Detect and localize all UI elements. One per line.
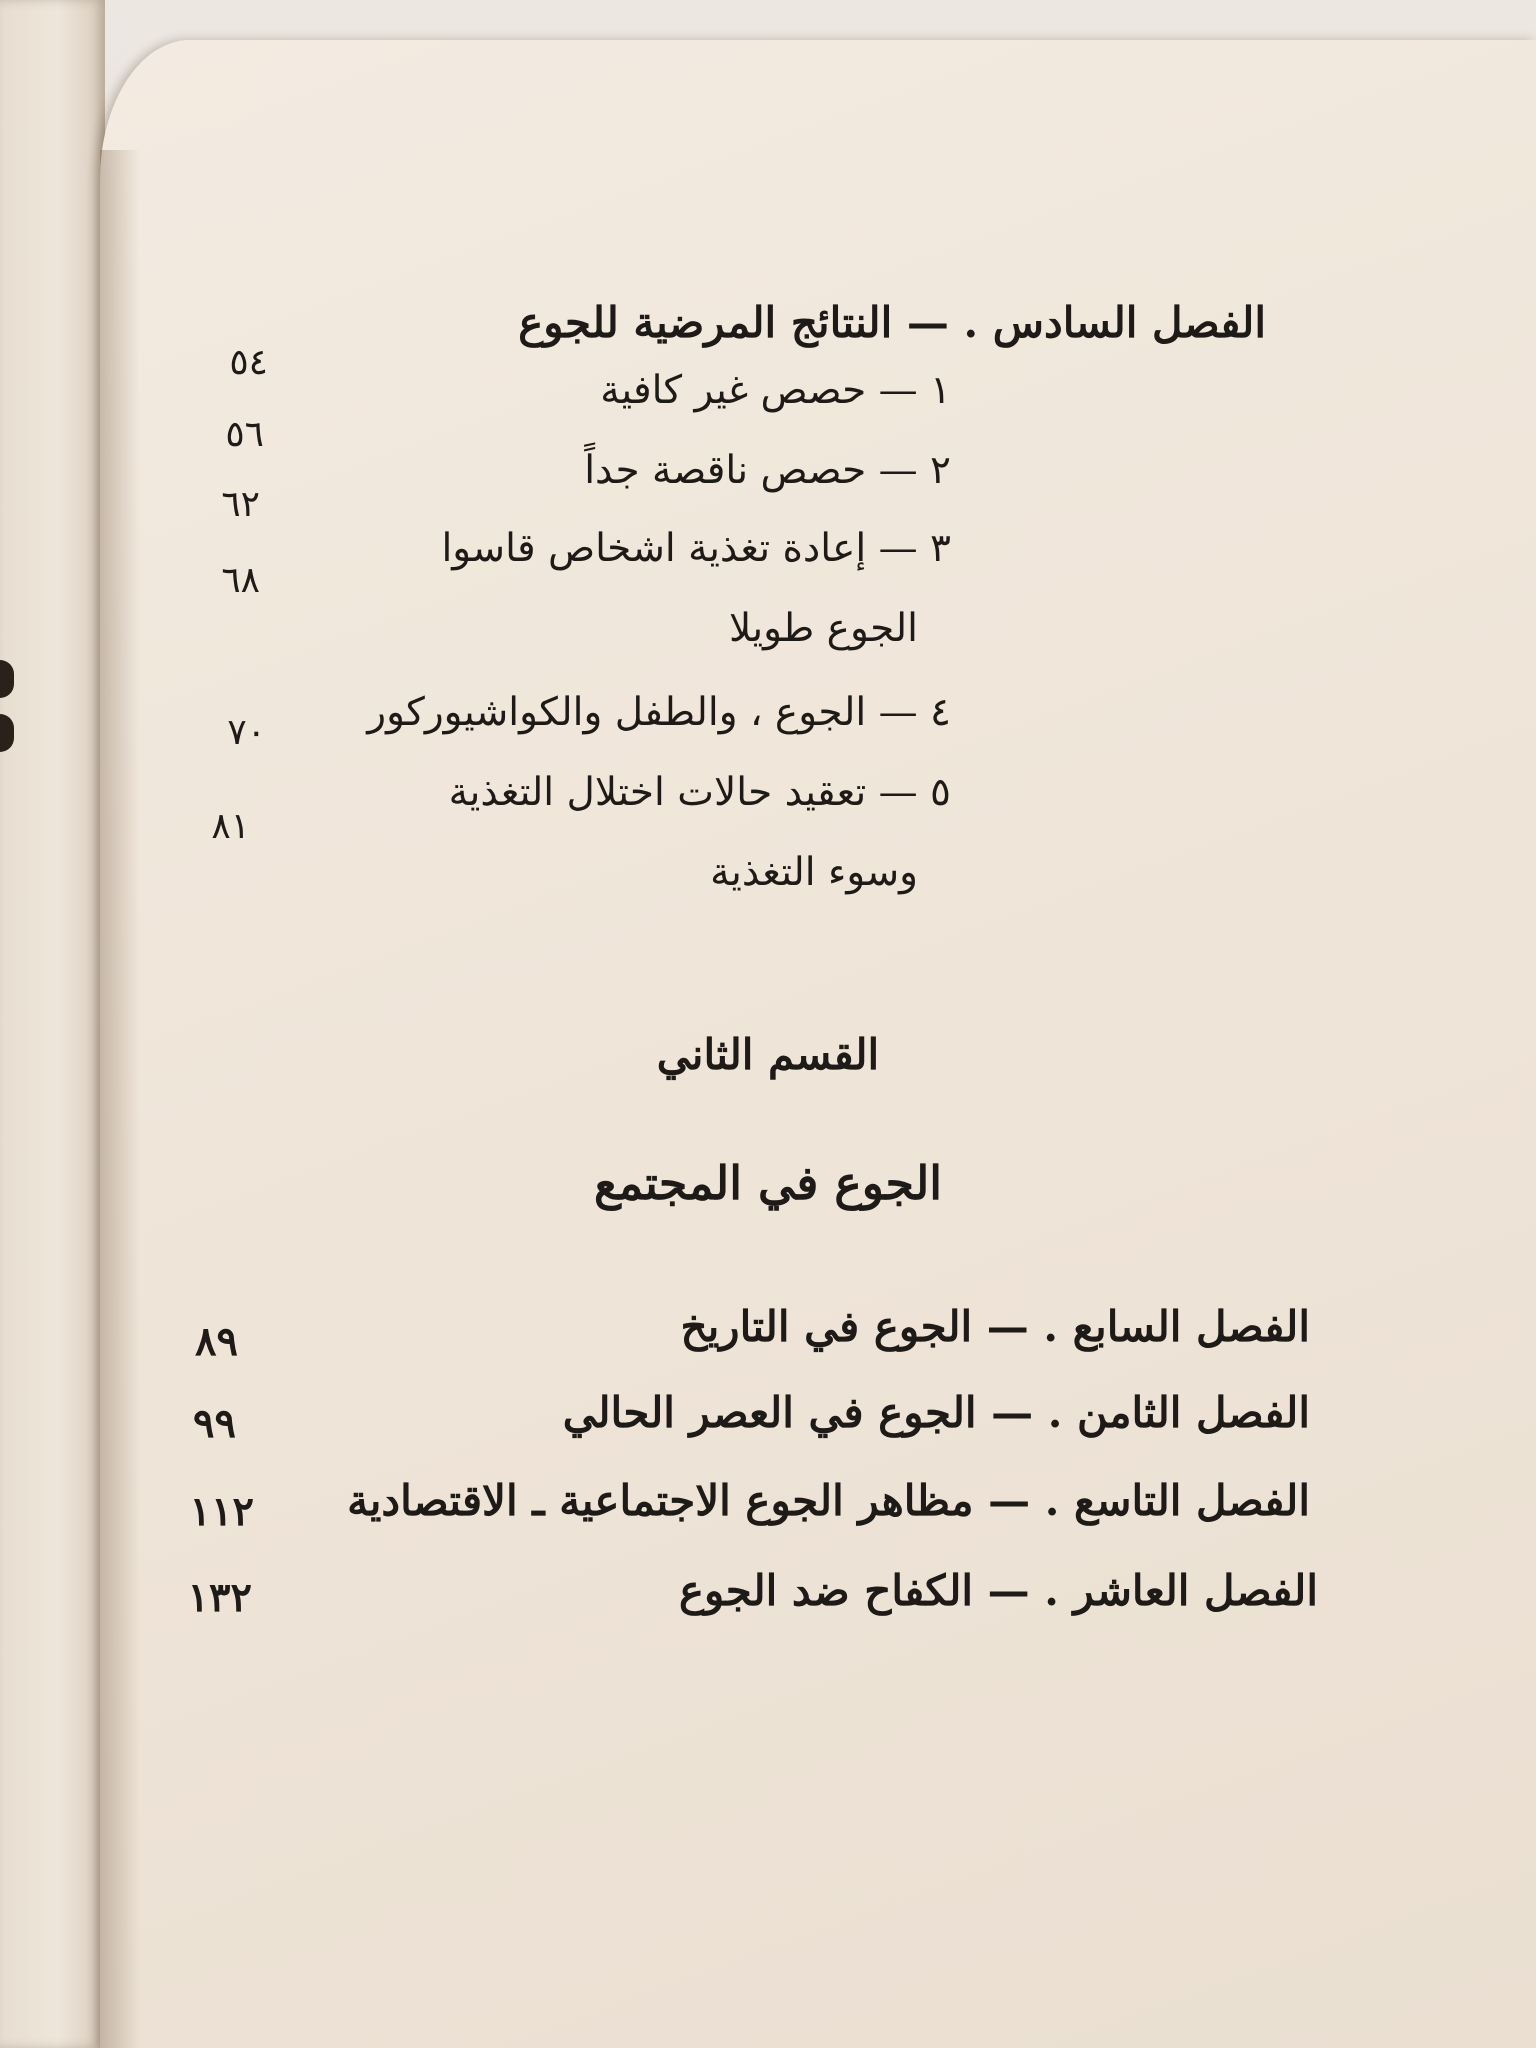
toc-item-3-continued: الجوع طويلا [728,606,918,651]
section-subtitle: الجوع في المجتمع [593,1156,943,1210]
chapter-8-page: ٩٩ [193,1400,236,1447]
chapter-7: الفصل السابع . — الجوع في التاريخ [680,1302,1310,1351]
page-number-3: ٦٢ [221,484,260,525]
page-gutter-shadow [100,150,140,2048]
chapter-10: الفصل العاشر . — الكفاح ضد الجوع [678,1566,1318,1615]
page-number-4: ٦٨ [221,560,260,601]
toc-item-2: ٢ — حصص ناقصة جداً [584,448,951,493]
toc-item-5: ٥ — تعقيد حالات اختلال التغذية [448,770,951,815]
toc-item-4: ٤ — الجوع ، والطفل والكواشيوركور [367,690,951,735]
chapter-9: الفصل التاسع . — مظاهر الجوع الاجتماعية ـ الاقتصادية [347,1476,1310,1525]
binding-marks [0,660,14,790]
chapter-10-page: ١٣٢ [187,1574,252,1621]
toc-item-3: ٣ — إعادة تغذية اشخاص قاسوا [441,526,951,571]
page-number-2: ٥٦ [225,414,264,455]
page-number-5: ٧٠ [227,712,266,753]
chapter-6-title: الفصل السادس . — النتائج المرضية للجوع [518,298,1266,347]
left-page-edge [0,0,105,2048]
chapter-9-page: ١١٢ [189,1488,254,1535]
toc-item-5-continued: وسوء التغذية [710,850,918,895]
page-number-6: ٨١ [211,806,250,847]
chapter-7-page: ٨٩ [195,1318,238,1365]
chapter-8: الفصل الثامن . — الجوع في العصر الحالي [562,1388,1310,1437]
section-heading: القسم الثاني [656,1030,880,1079]
toc-item-1: ١ — حصص غير كافية [600,368,951,413]
page-number-1: ٥٤ [229,342,268,383]
